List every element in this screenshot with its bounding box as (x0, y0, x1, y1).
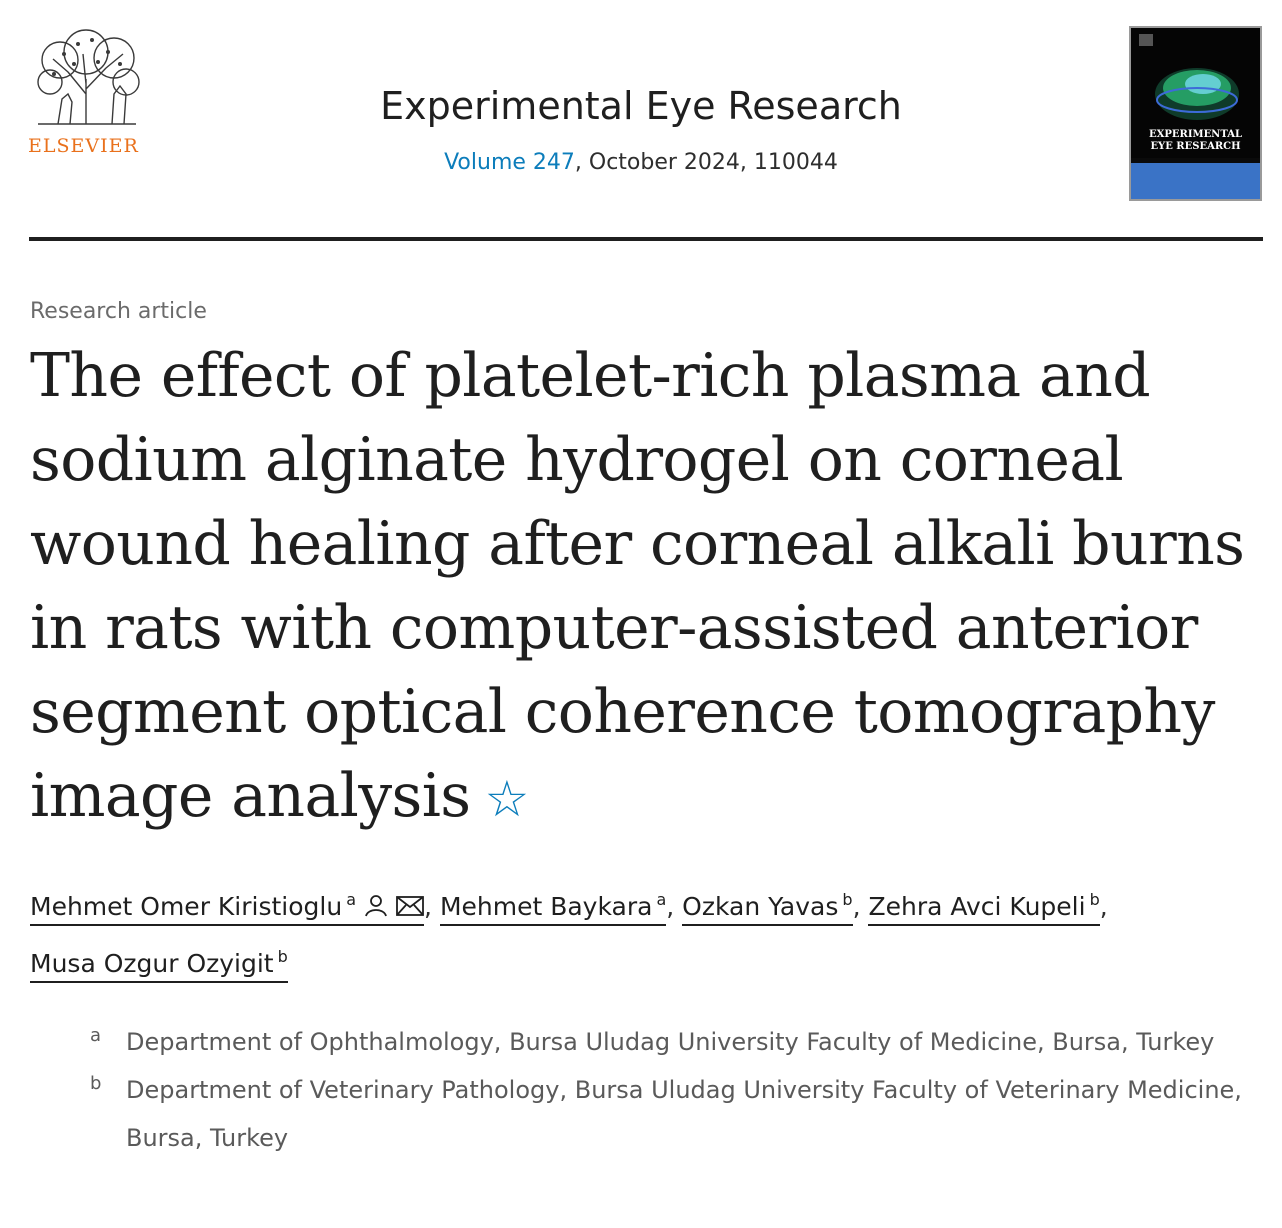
affiliation-text: Department of Veterinary Pathology, Bursa Uludag University Faculty of Veterinary Medicine, Bursa, Turkey (126, 1076, 1242, 1152)
author-link[interactable]: Mehmet Baykara $^a$ (440, 892, 666, 926)
header-divider (29, 237, 1263, 241)
person-icon (364, 885, 388, 933)
journal-cover-thumbnail[interactable] (1129, 26, 1262, 201)
affiliation-item (90, 1018, 1260, 1066)
cover-footer-band (1131, 163, 1260, 199)
author-link[interactable]: Zehra Avci Kupeli $^b$ (868, 892, 1099, 926)
cover-title: EXPERIMENTAL EYE RESEARCH (1148, 129, 1243, 152)
author-link[interactable]: Musa Ozgur Ozyigit $^b$ (30, 949, 288, 983)
article-type-label: Research article (30, 299, 207, 324)
author-link[interactable]: Mehmet Omer Kiristioglu $^a$ (30, 892, 424, 926)
volume-link[interactable]: Volume 247 (444, 150, 575, 175)
affiliation-list (90, 1018, 1260, 1162)
article-title: The effect of platelet-rich plasma and sodium alginate hydrogel on corneal wound healing after corneal alkali burns in rats with computer-assisted anterior segment optical coherence tomography image analysis ☆ (30, 341, 1245, 831)
mail-icon (396, 885, 424, 933)
affiliation-label: b (90, 1073, 102, 1094)
issue-date: , October 2024, 110044 (574, 150, 838, 175)
journal-issue-info (0, 150, 1282, 175)
star-outline-icon[interactable]: ☆ (484, 770, 529, 828)
author-list: Mehmet Omer Kiristioglu $^a$ , Mehmet Baykara $^a$, Ozkan Yavas $^b$, Zehra Avci Kupeli $^b$, Musa Ozgur Ozyigit $^b$ (30, 876, 1260, 988)
author-link[interactable]: Ozkan Yavas $^b$ (682, 892, 852, 926)
journal-title[interactable]: Experimental Eye Research (380, 84, 902, 128)
affiliation-item (90, 1066, 1260, 1162)
affiliation-text: Department of Ophthalmology, Bursa Uludag University Faculty of Medicine, Bursa, Turkey (126, 1028, 1215, 1056)
affiliation-label: a (90, 1025, 102, 1046)
publisher-wordmark: ELSEVIER (28, 135, 139, 157)
